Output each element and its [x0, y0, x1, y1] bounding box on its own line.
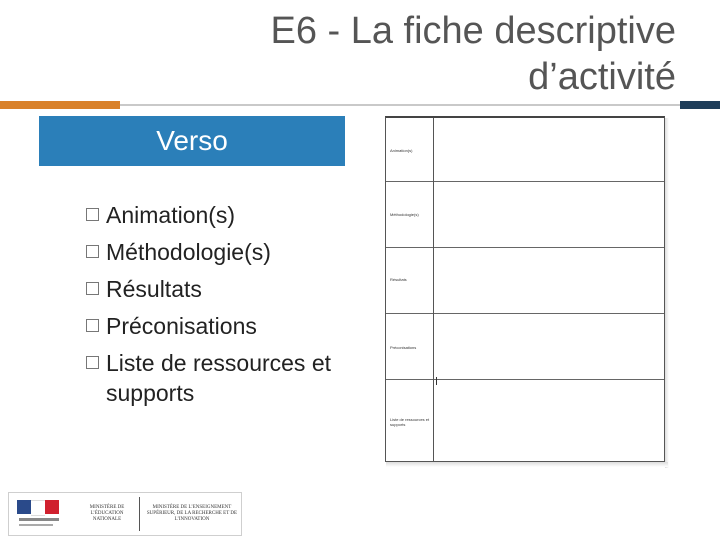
- slide-title: [270, 8, 676, 100]
- form-row: [386, 313, 664, 380]
- form-column-divider: [433, 118, 434, 461]
- form-row-label: Animation(s): [390, 148, 413, 153]
- marianne-logo-icon: [13, 496, 65, 532]
- logo-divider: [139, 497, 140, 531]
- bullet-item: [86, 196, 366, 233]
- form-row: [386, 181, 664, 248]
- checkbox-bullet-icon: [86, 356, 99, 369]
- text-cursor: [436, 377, 437, 385]
- checkbox-bullet-icon: [86, 282, 99, 295]
- orange-accent-bar: [0, 101, 120, 109]
- ministry-logo-block: [8, 492, 242, 536]
- bullet-list: [86, 196, 366, 408]
- form-thumbnail: [385, 116, 665, 462]
- form-row-label: Liste de ressources et supports: [390, 417, 430, 427]
- bullet-text: Liste de ressources et supports: [106, 350, 332, 406]
- bullet-text: Animation(s): [106, 202, 236, 228]
- form-row-label: Méthodologie(s): [390, 212, 419, 217]
- checkbox-bullet-icon: [86, 245, 99, 258]
- ministry-education-logo: MINISTÈRE DE L’ÉDUCATION NATIONALE: [89, 505, 125, 522]
- bullet-item: [86, 233, 366, 270]
- bullet-text: Résultats: [106, 276, 202, 302]
- ministry-higher-education-logo: MINISTÈRE DE L’ENSEIGNEMENT SUPÉRIEUR, DE LA RECHERCHE ET DE L’INNOVATION: [146, 505, 238, 522]
- section-label-banner: [39, 116, 345, 166]
- form-row-label: Préconisations: [390, 345, 417, 350]
- blue-accent-bar: [680, 101, 720, 109]
- bullet-item: [86, 270, 366, 307]
- form-row: [386, 247, 664, 314]
- slide-title-line-2: d’activité: [528, 56, 676, 98]
- checkbox-bullet-icon: [86, 319, 99, 332]
- slide-title-line-1: E6 - La fiche descriptive: [270, 10, 676, 52]
- checkbox-bullet-icon: [86, 208, 99, 221]
- bullet-text: Préconisations: [106, 313, 257, 339]
- form-shadow: [386, 462, 668, 467]
- form-row: [386, 379, 664, 463]
- form-row-label: Résultats: [390, 277, 407, 282]
- form-shadow: [665, 118, 669, 468]
- section-label: Verso: [156, 125, 228, 156]
- bullet-text: Méthodologie(s): [106, 239, 271, 265]
- bullet-item: [86, 307, 366, 344]
- title-divider: [120, 104, 680, 106]
- bullet-item: [86, 344, 366, 408]
- form-row: [386, 118, 664, 182]
